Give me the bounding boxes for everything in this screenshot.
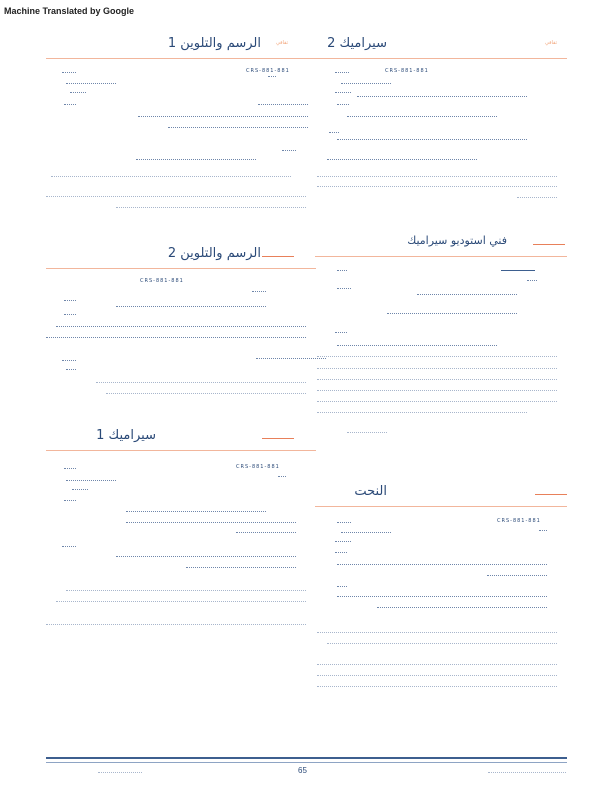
field-label	[335, 72, 349, 73]
field-label	[337, 288, 351, 289]
text-line	[317, 379, 557, 380]
course-block-ceramics-studio	[315, 234, 567, 257]
text-line	[186, 567, 296, 568]
text-line	[56, 601, 306, 602]
course-header	[46, 428, 316, 451]
text-line	[236, 532, 296, 533]
text-line	[138, 116, 308, 117]
page-number: 65	[298, 766, 307, 775]
course-title: سيراميك 1	[96, 428, 156, 443]
field-label	[62, 72, 76, 73]
course-tag: ثقافي	[545, 40, 558, 46]
text-line	[256, 358, 326, 359]
field-label	[70, 92, 86, 93]
field-label	[66, 480, 116, 481]
text-line	[327, 643, 557, 644]
field-label	[335, 552, 347, 553]
course-tag	[533, 244, 565, 245]
field-label	[337, 104, 349, 105]
text-line	[317, 368, 557, 369]
text-line	[347, 116, 497, 117]
course-header	[315, 234, 567, 257]
course-tag	[262, 256, 294, 257]
footer-right-text	[488, 772, 566, 773]
text-line	[126, 522, 296, 523]
course-code: CRS-881-881	[246, 68, 290, 74]
field-label	[335, 332, 347, 333]
text-line	[317, 686, 557, 687]
field-label	[335, 92, 351, 93]
course-tag	[535, 494, 567, 495]
text-line	[337, 345, 497, 346]
course-title: النحت	[354, 484, 387, 499]
field-label	[64, 104, 76, 105]
text-line	[46, 624, 306, 625]
footer-left-text	[98, 772, 142, 773]
machine-translated-banner: Machine Translated by Google	[4, 6, 135, 16]
field-label	[337, 586, 347, 587]
text-line	[337, 564, 547, 565]
course-block-painting-2	[46, 246, 316, 284]
text-line	[96, 382, 306, 383]
field-label	[62, 546, 76, 547]
text-line	[317, 412, 527, 413]
text-line	[317, 664, 557, 665]
course-tag	[262, 438, 294, 439]
text-line	[377, 607, 547, 608]
course-block-sculpture	[315, 484, 567, 524]
field-label	[341, 83, 391, 84]
text-line	[56, 326, 306, 327]
text-line	[337, 139, 527, 140]
text-line	[487, 575, 547, 576]
course-header	[315, 484, 567, 507]
course-block-ceramics-2	[315, 36, 567, 74]
text-line	[317, 186, 557, 187]
text-line	[46, 196, 306, 197]
field-value	[268, 76, 276, 77]
text-line	[387, 313, 517, 314]
field-label	[64, 300, 76, 301]
text-line	[116, 556, 296, 557]
text-line	[317, 401, 557, 402]
text-line	[317, 632, 557, 633]
field-label	[335, 541, 351, 542]
field-label	[66, 83, 116, 84]
text-line	[317, 176, 557, 177]
text-line	[501, 270, 535, 271]
text-line	[116, 207, 306, 208]
course-header	[46, 36, 316, 59]
course-title: سيراميك 2	[327, 36, 387, 51]
field-label	[252, 291, 266, 292]
text-line	[66, 590, 306, 591]
field-label	[329, 132, 339, 133]
text-line	[126, 511, 266, 512]
text-line	[317, 390, 557, 391]
course-title: الرسم والتلوين 1	[167, 36, 261, 51]
course-block-ceramics-1	[46, 428, 316, 470]
course-block-painting-1	[46, 36, 316, 74]
text-line	[417, 294, 517, 295]
text-line	[337, 596, 547, 597]
course-title: فني استوديو سيراميك	[407, 234, 507, 247]
text-line	[106, 393, 306, 394]
footer-rule	[46, 757, 567, 759]
field-value	[527, 280, 537, 281]
course-header	[46, 246, 316, 269]
field-label	[66, 369, 76, 370]
field-label	[337, 270, 347, 271]
field-label	[72, 489, 88, 490]
course-code: CRS-881-881	[385, 68, 429, 74]
course-tag: ثقافي	[276, 40, 289, 46]
course-code: CRS-881-881	[236, 464, 280, 470]
text-line	[258, 104, 308, 105]
text-line	[136, 159, 256, 160]
course-code: CRS-881-881	[140, 278, 184, 284]
text-line	[51, 176, 291, 177]
text-line	[116, 306, 266, 307]
footer-rule	[46, 762, 567, 763]
text-line	[46, 337, 306, 338]
course-title: الرسم والتلوين 2	[167, 246, 261, 261]
text-line	[347, 432, 387, 433]
field-label	[62, 360, 76, 361]
field-label	[337, 522, 351, 523]
field-label	[282, 150, 296, 151]
field-value	[539, 530, 547, 531]
field-label	[341, 532, 391, 533]
text-line	[317, 356, 557, 357]
course-header	[315, 36, 567, 59]
field-label	[64, 468, 76, 469]
text-line	[327, 159, 477, 160]
field-value	[278, 476, 286, 477]
field-label	[64, 500, 76, 501]
text-line	[168, 127, 308, 128]
text-line	[317, 675, 557, 676]
text-line	[517, 197, 557, 198]
course-code: CRS-881-881	[497, 518, 541, 524]
text-line	[357, 96, 527, 97]
field-label	[64, 314, 76, 315]
